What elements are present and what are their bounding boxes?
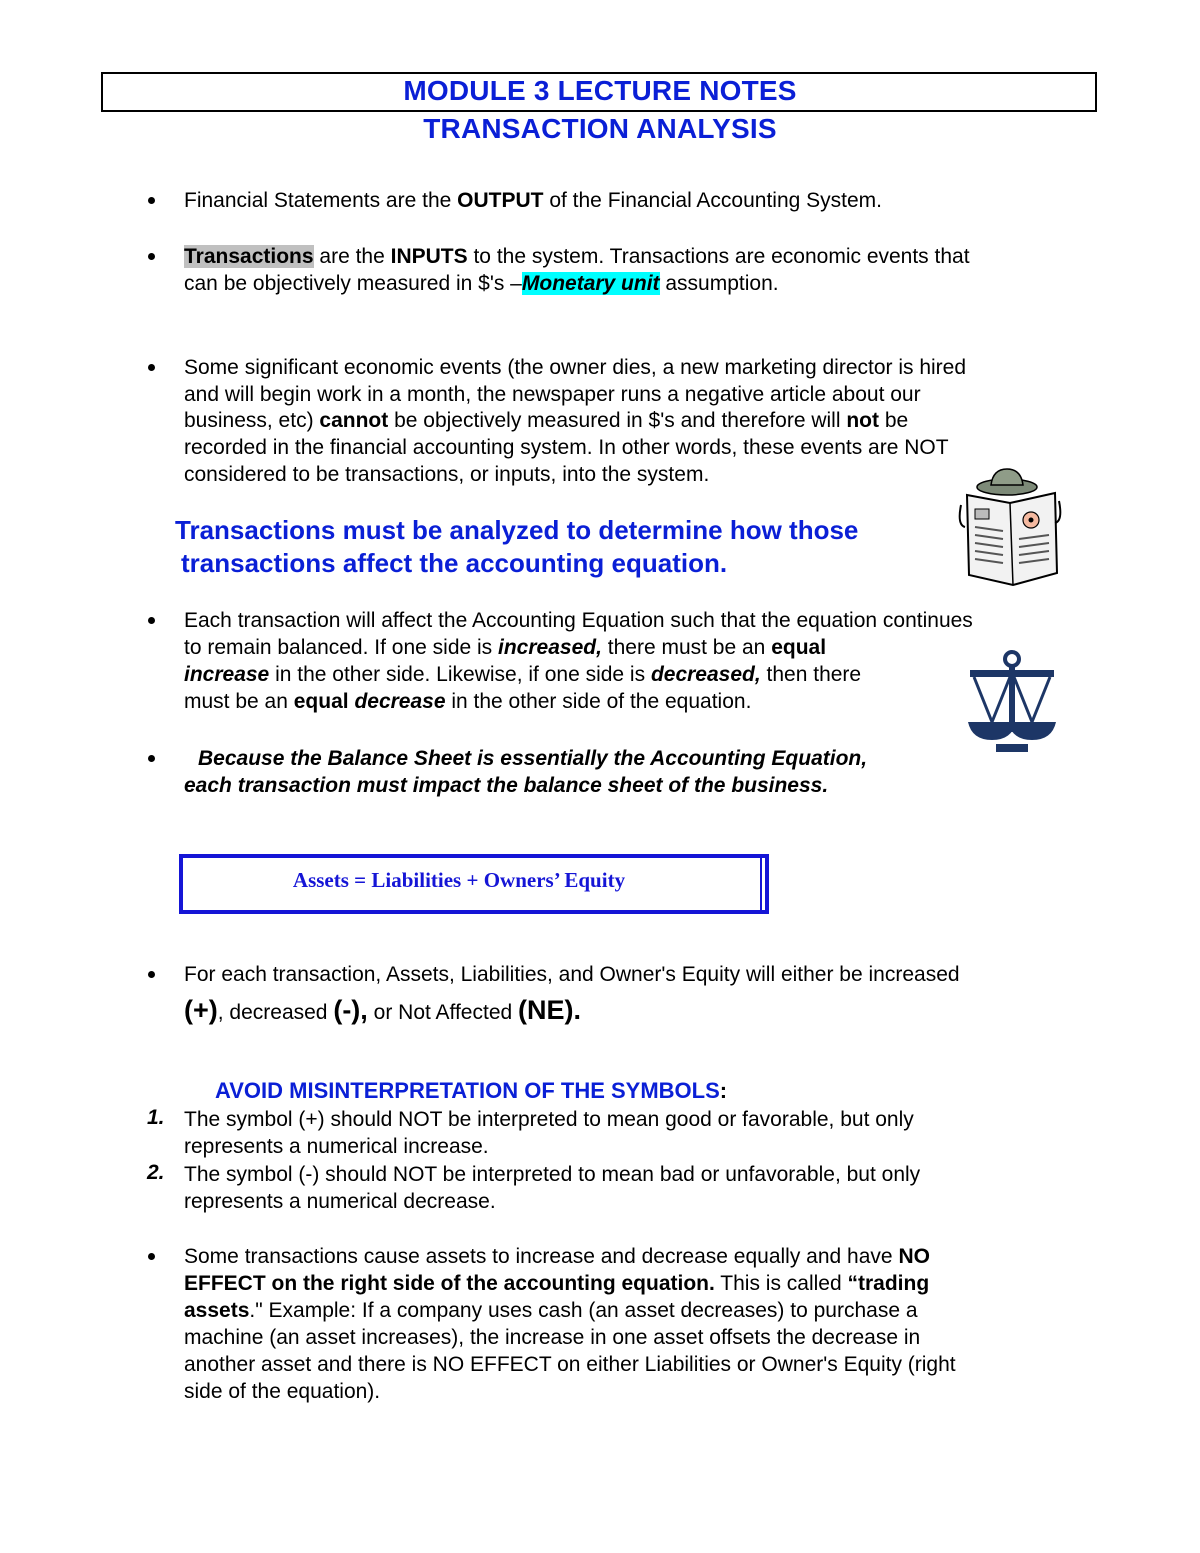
bullet-transactions-line2: can be objectively measured in $'s –Monetary unit assumption. bbox=[184, 272, 779, 295]
list-item: The symbol (+) should NOT be interpreted to mean good or favorable, but only bbox=[184, 1108, 914, 1131]
bullet-marker bbox=[148, 1253, 155, 1260]
paragraph-line: recorded in the financial accounting system. In other words, these events are NOT bbox=[184, 436, 949, 459]
bullet-marker bbox=[148, 197, 155, 204]
accounting-equation: Assets = Liabilities + Owners’ Equity bbox=[292, 868, 626, 892]
paragraph-line: EFFECT on the right side of the accounting equation. This is called “trading bbox=[184, 1272, 930, 1295]
bullet-marker bbox=[148, 755, 155, 762]
paragraph-line: Because the Balance Sheet is essentially the Accounting Equation, bbox=[198, 747, 868, 770]
paragraph-line: Some significant economic events (the owner dies, a new marketing director is hired bbox=[184, 356, 967, 379]
newspaper-reader-icon bbox=[955, 465, 1065, 590]
section-heading: Transactions must be analyzed to determine how those bbox=[175, 515, 859, 545]
bullet-financial-statements: Financial Statements are the OUTPUT of the Financial Accounting System. bbox=[184, 189, 882, 212]
paragraph-line: another asset and there is NO EFFECT on either Liabilities or Owner's Equity (right bbox=[184, 1353, 956, 1376]
ne-symbol: (NE). bbox=[518, 995, 582, 1025]
page-title: MODULE 3 LECTURE NOTES bbox=[403, 75, 797, 106]
bullet-transactions: Transactions are the INPUTS to the system. Transactions are economic events that bbox=[184, 245, 970, 268]
paragraph-line: Each transaction will affect the Accounting Equation such that the equation continues bbox=[184, 609, 973, 632]
bullet-marker bbox=[148, 971, 155, 978]
paragraph-line: business, etc) cannot be objectively measured in $'s and therefore will not be bbox=[184, 409, 909, 432]
symbols-line: (+), decreased (-), or Not Affected (NE). bbox=[184, 995, 582, 1025]
paragraph-line: increase in the other side. Likewise, if one side is decreased, then there bbox=[184, 663, 862, 686]
paragraph-line: For each transaction, Assets, Liabilities, and Owner's Equity will either be increased bbox=[184, 963, 960, 986]
list-item-line2: represents a numerical decrease. bbox=[184, 1190, 496, 1213]
paragraph-line: Some transactions cause assets to increase and decrease equally and have NO bbox=[184, 1245, 930, 1268]
paragraph-line: to remain balanced. If one side is increased, there must be an equal bbox=[184, 636, 827, 659]
paragraph-line: must be an equal decrease in the other side of the equation. bbox=[184, 690, 752, 713]
page-subtitle: TRANSACTION ANALYSIS bbox=[423, 113, 777, 144]
avoid-heading: AVOID MISINTERPRETATION OF THE SYMBOLS: bbox=[215, 1078, 728, 1103]
balance-scale-icon bbox=[966, 648, 1058, 754]
list-item-line2: represents a numerical increase. bbox=[184, 1135, 489, 1158]
paragraph-line: and will begin work in a month, the newspaper runs a negative article about our bbox=[184, 383, 921, 406]
paragraph-line: machine (an asset increases), the increase in one asset offsets the decrease in bbox=[184, 1326, 921, 1349]
section-heading-line2: transactions affect the accounting equation. bbox=[181, 548, 728, 578]
paragraph-line: each transaction must impact the balance sheet of the business. bbox=[184, 774, 829, 797]
paragraph-line: assets." Example: If a company uses cash (an asset decreases) to purchase a bbox=[184, 1299, 918, 1322]
bullet-marker bbox=[148, 364, 155, 371]
list-item: The symbol (-) should NOT be interpreted to mean bad or unfavorable, but only bbox=[184, 1163, 921, 1186]
paragraph-line: considered to be transactions, or inputs, into the system. bbox=[184, 463, 710, 486]
bullet-marker bbox=[148, 253, 155, 260]
list-number: 1. bbox=[147, 1106, 165, 1129]
minus-symbol: (-), bbox=[333, 995, 368, 1025]
paragraph-line: side of the equation). bbox=[184, 1380, 381, 1403]
plus-symbol: (+) bbox=[184, 995, 218, 1025]
bullet-marker bbox=[148, 617, 155, 624]
list-number: 2. bbox=[147, 1161, 165, 1184]
